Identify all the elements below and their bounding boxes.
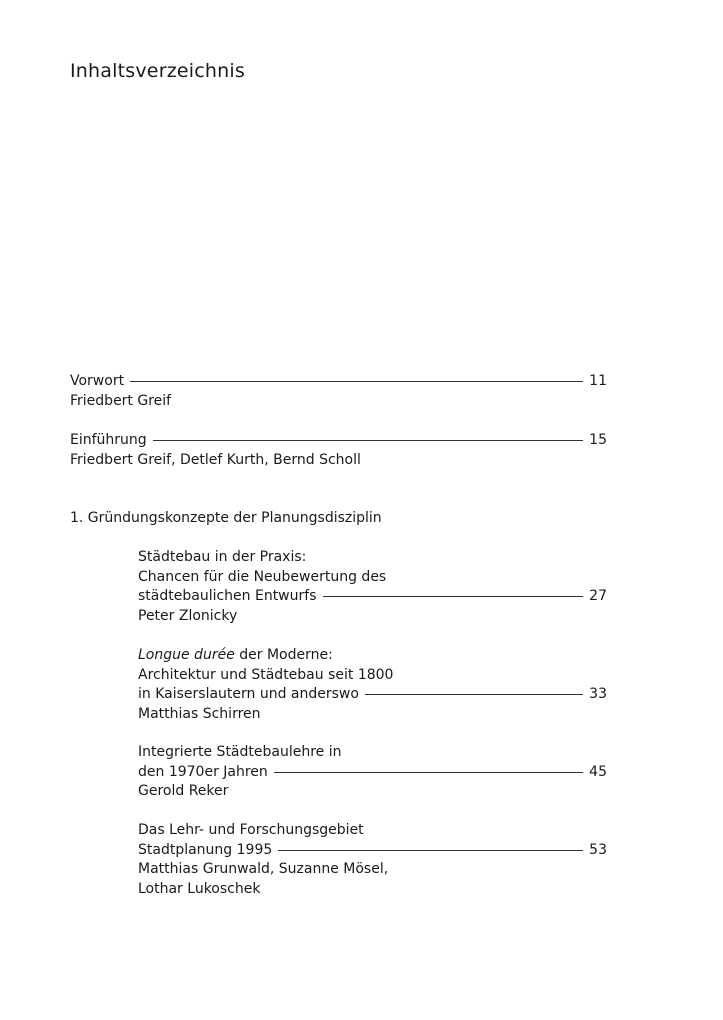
leader-line [323,596,584,597]
toc-entry-title-line [70,372,607,392]
toc-entry-authors: Matthias Schirren [138,705,261,722]
toc-entry-title: in Kaiserslautern und anderswo [138,686,359,702]
toc-entry-grunwald [138,821,607,899]
toc-page-number: 15 [589,432,607,448]
toc-entry-authors: Peter Zlonicky [138,607,238,624]
leader-line [274,772,583,773]
toc-entry-zlonicky [138,548,607,626]
toc-page-number: 53 [589,841,607,858]
toc-entry-authors: Matthias Grunwald, Suzanne Mösel, [138,861,389,877]
toc-entry-authors: Friedbert Greif, Detlef Kurth, Bernd Scholl [70,451,361,468]
toc-entry-title: Vorwort [70,373,125,389]
toc-entry-schirren [138,646,607,724]
toc-entry-authors: Lothar Lukoschek [138,880,261,897]
toc-entry-line-rest: der Moderne: [234,647,333,663]
leader-line [365,694,583,695]
toc-entry-authors: Friedbert Greif [70,392,172,409]
toc-entry-title-line [138,841,607,861]
toc-entry-title: den 1970er Jahren [138,763,268,780]
leader-line [278,850,583,851]
toc-page-number: 11 [589,373,607,389]
toc-entry-reker [138,743,607,802]
toc-entry-einfuehrung [70,431,607,470]
toc-entry-line [138,646,607,666]
toc-entry-line: Das Lehr- und Forschungsgebiet [138,822,364,838]
toc-entry-line: Architektur und Städtebau seit 1800 [138,666,394,683]
leader-line [130,381,583,382]
section-heading: 1. Gründungskonzepte der Planungsdisziplin [70,510,382,526]
toc-entry-title-line [138,587,607,607]
toc-entry-vorwort [70,372,607,411]
toc-entry-title: städtebaulichen Entwurfs [138,588,317,604]
toc-entry-line: Städtebau in der Praxis: [138,549,307,565]
toc-entry-title-line [138,685,607,705]
toc-entry-title: Stadtplanung 1995 [138,841,273,858]
toc-entry-authors: Gerold Reker [138,783,229,799]
toc-entry-title-line [138,763,607,783]
toc-page-number: 27 [589,588,607,604]
page-title: Inhaltsverzeichnis [70,60,245,82]
toc-entry-title-line [70,431,607,451]
leader-line [153,440,584,441]
toc-page-number: 33 [589,686,607,702]
toc-entry-line: Integrierte Städtebaulehre in [138,744,342,760]
toc-entry-line: Chancen für die Neubewertung des [138,568,387,585]
toc-entry-title: Einführung [70,432,147,448]
toc-page-number: 45 [589,763,607,780]
toc-entry-italic-term: Longue durée [138,647,235,663]
